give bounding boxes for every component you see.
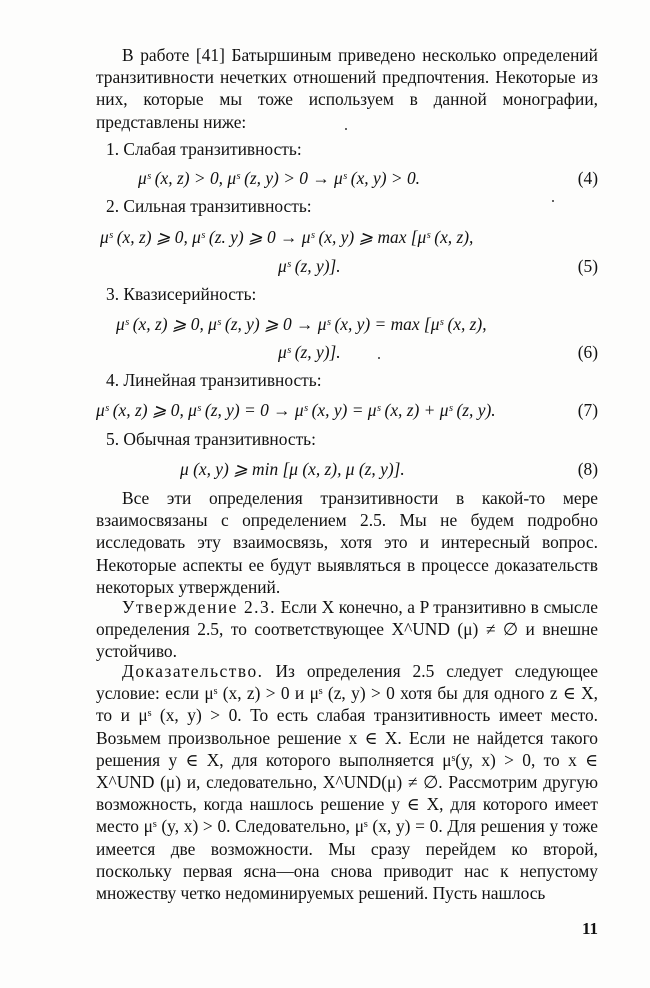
definition-1-title-block <box>96 138 598 160</box>
definition-1-title: 1. Слабая транзитивность: <box>106 139 302 159</box>
definition-5-title-block <box>96 428 598 450</box>
formula-7-line-1: μˢ (x, z) ⩾ 0, μˢ (z, y) = 0 → μˢ (x, y) = μˢ (x, z) + μˢ (z, y). <box>96 400 496 420</box>
speck-mark <box>552 200 554 202</box>
definition-5-title: 5. Обычная транзитивность: <box>106 429 316 449</box>
proof-text: Из определения 2.5 следует следующее условие: если μˢ (x, z) > 0 и μˢ (z, y) > 0 хотя бы для одного z ∈ X, то и μˢ (x, y) > 0. То есть слабая транзитивность имеет место. Возьмем произвольное решение x ∈ X. Если не найдется такого решения y ∈ X, для которого выполняется μˢ(y, x) > 0, то x ∈ X^UND (μ) и, следовательно, X^UND(μ) ≠ ∅. Рассмотрим другую возможность, когда нашлось решение y ∈ X, для которого имеет место μˢ (y, x) > 0. Следовательно, μˢ (x, y) = 0. Для решения y тоже имеется две возможности. Мы сразу перейдем ко второй, поскольку первая ясна—она снова приводит нас к непустому множеству четко недоминируемых решений. Пусть нашлось <box>96 661 598 904</box>
definition-2-title-block <box>96 195 598 217</box>
statement-block <box>96 596 598 663</box>
formula-5-line-1: μˢ (x, z) ⩾ 0, μˢ (z. y) ⩾ 0 → μˢ (x, y) ⩾ max [μˢ (x, z), <box>100 227 474 247</box>
statement-label: Утверждение 2.3. <box>122 597 277 617</box>
intro-paragraph: В работе [41] Батыршиным приведено несколько определений транзитивности нечетких отношений предпочтения. Некоторые из них, которые мы тоже используем в данной монографии, представлены ниже: <box>96 45 598 132</box>
statement-text: Если X конечно, а P транзитивно в смысле определения 2.5, то соответствующее X^UND (μ) ≠ ∅ и внешне устойчиво. <box>96 597 598 662</box>
definition-2-title: 2. Сильная транзитивность: <box>106 196 312 216</box>
equation-number-8: (8) <box>577 459 598 479</box>
page-number: 11 <box>581 919 598 938</box>
formula-4-line-1: μˢ (x, z) > 0, μˢ (z, y) > 0 → μˢ (x, y) > 0. <box>138 168 420 188</box>
definition-4-title-block <box>96 369 598 391</box>
proof-block <box>96 660 598 904</box>
definition-3-title: 3. Квазисерийность: <box>106 284 257 304</box>
intro-block <box>96 44 598 133</box>
equation-number-4: (4) <box>577 168 598 188</box>
formula-6-line-1: μˢ (x, z) ⩾ 0, μˢ (z, y) ⩾ 0 → μˢ (x, y) = max [μˢ (x, z), <box>116 314 487 334</box>
definition-3-title-block <box>96 283 598 305</box>
summary-block <box>96 487 598 598</box>
proof-paragraph <box>96 660 598 904</box>
equation-number-6: (6) <box>577 342 598 362</box>
definition-4-title: 4. Линейная транзитивность: <box>106 370 322 390</box>
statement-paragraph <box>96 596 598 663</box>
equation-number-5: (5) <box>577 256 598 276</box>
equation-number-7: (7) <box>577 400 598 420</box>
formula-8-line-1: μ (x, y) ⩾ min [μ (x, z), μ (z, y)]. <box>180 459 405 479</box>
formula-6-line-2: μˢ (z, y)]. <box>278 342 341 362</box>
speck-mark <box>345 128 347 130</box>
summary-paragraph: Все эти определения транзитивности в какой-то мере взаимосвязаны с определением 2.5. Мы не будем подробно исследовать эту взаимосвязь, хотя это и интересный вопрос. Некоторые аспекты ее будут выявляться в процессе доказательств некоторых утверждений. <box>96 488 598 597</box>
formula-5-line-2: μˢ (z, y)]. <box>278 256 341 276</box>
proof-label: Доказательство. <box>122 661 264 681</box>
speck-mark <box>378 357 380 359</box>
